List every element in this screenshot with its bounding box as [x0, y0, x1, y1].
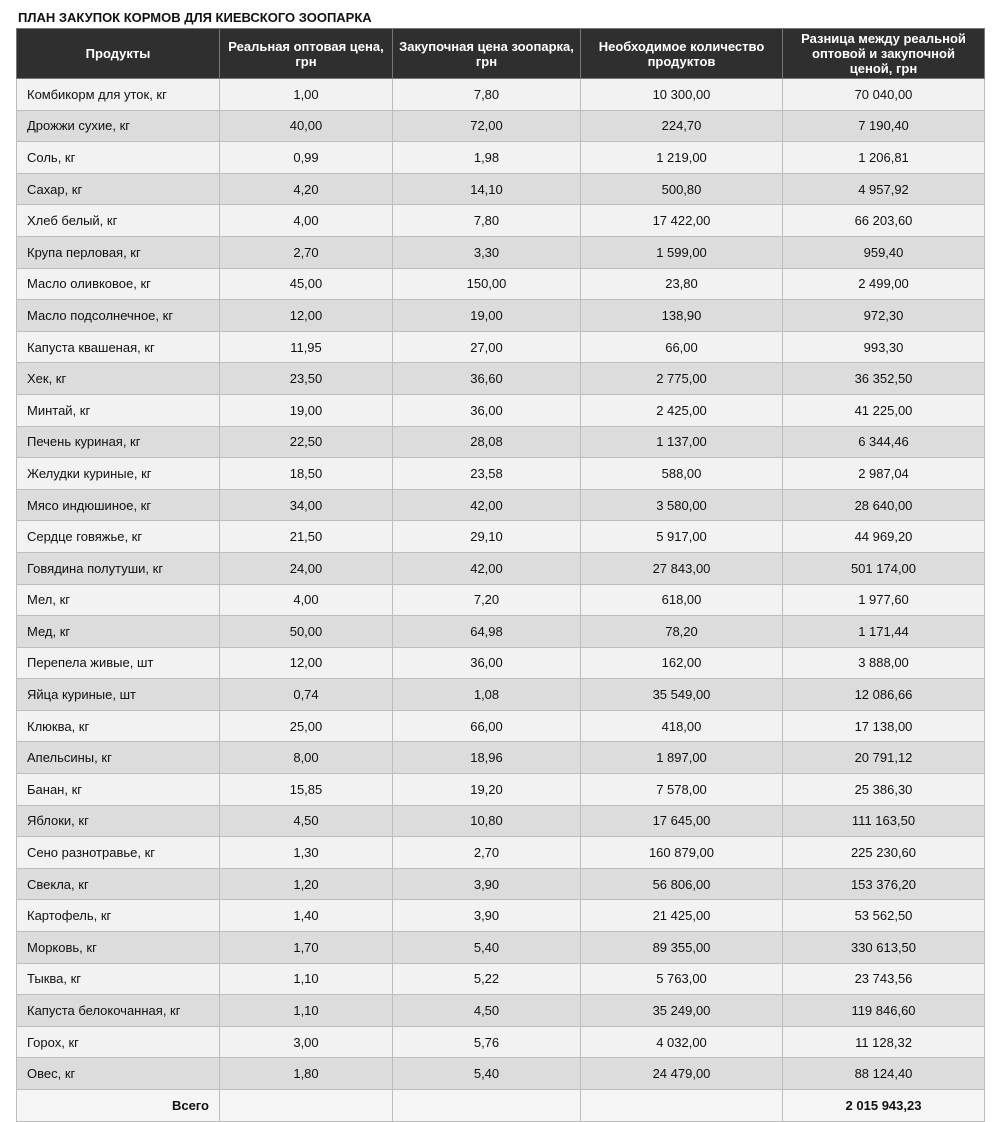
table-row — [17, 963, 985, 995]
difference-cell: 70 040,00 — [783, 79, 985, 111]
real-price-cell: 8,00 — [220, 742, 393, 774]
difference-cell: 88 124,40 — [783, 1058, 985, 1090]
quantity-cell: 21 425,00 — [581, 900, 783, 932]
difference-cell: 20 791,12 — [783, 742, 985, 774]
quantity-cell: 160 879,00 — [581, 837, 783, 869]
purchase-price-cell: 19,20 — [393, 774, 581, 806]
real-price-cell: 3,00 — [220, 1026, 393, 1058]
real-price-cell: 2,70 — [220, 236, 393, 268]
header-real-wholesale-price: Реальная оптовая цена, грн — [220, 29, 393, 79]
quantity-cell: 618,00 — [581, 584, 783, 616]
product-name-cell: Мел, кг — [17, 584, 220, 616]
product-name-cell: Дрожжи сухие, кг — [17, 110, 220, 142]
product-name-cell: Картофель, кг — [17, 900, 220, 932]
difference-cell: 11 128,32 — [783, 1026, 985, 1058]
table-row — [17, 426, 985, 458]
difference-cell: 44 969,20 — [783, 521, 985, 553]
purchase-price-cell: 42,00 — [393, 489, 581, 521]
purchase-price-cell: 1,08 — [393, 679, 581, 711]
quantity-cell: 89 355,00 — [581, 932, 783, 964]
table-row — [17, 710, 985, 742]
quantity-cell: 588,00 — [581, 458, 783, 490]
table-row — [17, 932, 985, 964]
table-row — [17, 331, 985, 363]
real-price-cell: 40,00 — [220, 110, 393, 142]
product-name-cell: Яблоки, кг — [17, 805, 220, 837]
product-name-cell: Хек, кг — [17, 363, 220, 395]
real-price-cell: 4,20 — [220, 173, 393, 205]
header-products: Продукты — [17, 29, 220, 79]
quantity-cell: 23,80 — [581, 268, 783, 300]
quantity-cell: 2 775,00 — [581, 363, 783, 395]
purchase-price-cell: 36,60 — [393, 363, 581, 395]
real-price-cell: 1,70 — [220, 932, 393, 964]
table-row — [17, 458, 985, 490]
table-header — [17, 29, 985, 79]
total-empty-cell — [393, 1090, 581, 1122]
product-name-cell: Овес, кг — [17, 1058, 220, 1090]
purchase-price-cell: 19,00 — [393, 300, 581, 332]
quantity-cell: 78,20 — [581, 616, 783, 648]
real-price-cell: 1,40 — [220, 900, 393, 932]
difference-cell: 17 138,00 — [783, 710, 985, 742]
purchase-price-cell: 28,08 — [393, 426, 581, 458]
table-row — [17, 363, 985, 395]
table-row — [17, 805, 985, 837]
quantity-cell: 5 917,00 — [581, 521, 783, 553]
difference-cell: 28 640,00 — [783, 489, 985, 521]
product-name-cell: Тыква, кг — [17, 963, 220, 995]
difference-cell: 972,30 — [783, 300, 985, 332]
table-row — [17, 489, 985, 521]
table-row — [17, 205, 985, 237]
product-name-cell: Мед, кг — [17, 616, 220, 648]
product-name-cell: Яйца куриные, шт — [17, 679, 220, 711]
quantity-cell: 4 032,00 — [581, 1026, 783, 1058]
real-price-cell: 19,00 — [220, 394, 393, 426]
product-name-cell: Печень куриная, кг — [17, 426, 220, 458]
product-name-cell: Хлеб белый, кг — [17, 205, 220, 237]
purchase-price-cell: 4,50 — [393, 995, 581, 1027]
purchase-price-cell: 10,80 — [393, 805, 581, 837]
quantity-cell: 24 479,00 — [581, 1058, 783, 1090]
difference-cell: 53 562,50 — [783, 900, 985, 932]
product-name-cell: Мясо индюшиное, кг — [17, 489, 220, 521]
purchase-price-cell: 5,40 — [393, 932, 581, 964]
table-row — [17, 552, 985, 584]
table-row — [17, 679, 985, 711]
table-row — [17, 236, 985, 268]
difference-cell: 66 203,60 — [783, 205, 985, 237]
real-price-cell: 11,95 — [220, 331, 393, 363]
difference-cell: 225 230,60 — [783, 837, 985, 869]
purchase-price-cell: 7,80 — [393, 205, 581, 237]
purchase-price-cell: 18,96 — [393, 742, 581, 774]
difference-cell: 959,40 — [783, 236, 985, 268]
quantity-cell: 66,00 — [581, 331, 783, 363]
real-price-cell: 1,80 — [220, 1058, 393, 1090]
real-price-cell: 1,10 — [220, 963, 393, 995]
quantity-cell: 1 897,00 — [581, 742, 783, 774]
real-price-cell: 24,00 — [220, 552, 393, 584]
product-name-cell: Говядина полутуши, кг — [17, 552, 220, 584]
purchase-price-cell: 14,10 — [393, 173, 581, 205]
product-name-cell: Горох, кг — [17, 1026, 220, 1058]
real-price-cell: 15,85 — [220, 774, 393, 806]
table-row — [17, 1058, 985, 1090]
table-row — [17, 173, 985, 205]
real-price-cell: 1,20 — [220, 868, 393, 900]
table-row — [17, 900, 985, 932]
quantity-cell: 500,80 — [581, 173, 783, 205]
difference-cell: 330 613,50 — [783, 932, 985, 964]
table-row — [17, 774, 985, 806]
real-price-cell: 1,30 — [220, 837, 393, 869]
real-price-cell: 50,00 — [220, 616, 393, 648]
product-name-cell: Перепела живые, шт — [17, 647, 220, 679]
product-name-cell: Клюква, кг — [17, 710, 220, 742]
purchase-price-cell: 64,98 — [393, 616, 581, 648]
purchase-price-cell: 66,00 — [393, 710, 581, 742]
header-row — [17, 29, 985, 79]
total-empty-cell — [581, 1090, 783, 1122]
header-zoo-purchase-price: Закупочная цена зоопарка, грн — [393, 29, 581, 79]
real-price-cell: 12,00 — [220, 647, 393, 679]
purchase-price-cell: 36,00 — [393, 647, 581, 679]
table-body — [17, 79, 985, 1122]
purchase-price-cell: 36,00 — [393, 394, 581, 426]
purchase-price-cell: 27,00 — [393, 331, 581, 363]
difference-cell: 2 987,04 — [783, 458, 985, 490]
quantity-cell: 1 599,00 — [581, 236, 783, 268]
quantity-cell: 17 422,00 — [581, 205, 783, 237]
table-row — [17, 79, 985, 111]
table-row — [17, 300, 985, 332]
quantity-cell: 35 249,00 — [581, 995, 783, 1027]
product-name-cell: Сено разнотравье, кг — [17, 837, 220, 869]
real-price-cell: 1,00 — [220, 79, 393, 111]
product-name-cell: Морковь, кг — [17, 932, 220, 964]
product-name-cell: Масло подсолнечное, кг — [17, 300, 220, 332]
purchase-price-cell: 29,10 — [393, 521, 581, 553]
total-empty-cell — [220, 1090, 393, 1122]
quantity-cell: 162,00 — [581, 647, 783, 679]
table-row — [17, 268, 985, 300]
table-row — [17, 110, 985, 142]
product-name-cell: Апельсины, кг — [17, 742, 220, 774]
quantity-cell: 56 806,00 — [581, 868, 783, 900]
difference-cell: 501 174,00 — [783, 552, 985, 584]
purchase-price-cell: 150,00 — [393, 268, 581, 300]
real-price-cell: 45,00 — [220, 268, 393, 300]
quantity-cell: 27 843,00 — [581, 552, 783, 584]
quantity-cell: 17 645,00 — [581, 805, 783, 837]
difference-cell: 111 163,50 — [783, 805, 985, 837]
quantity-cell: 35 549,00 — [581, 679, 783, 711]
real-price-cell: 4,50 — [220, 805, 393, 837]
product-name-cell: Минтай, кг — [17, 394, 220, 426]
real-price-cell: 1,10 — [220, 995, 393, 1027]
difference-cell: 2 499,00 — [783, 268, 985, 300]
difference-cell: 23 743,56 — [783, 963, 985, 995]
purchase-price-cell: 5,40 — [393, 1058, 581, 1090]
header-price-difference: Разница между реальной оптовой и закупочной ценой, грн — [783, 29, 985, 79]
product-name-cell: Комбикорм для уток, кг — [17, 79, 220, 111]
difference-cell: 1 171,44 — [783, 616, 985, 648]
product-name-cell: Масло оливковое, кг — [17, 268, 220, 300]
product-name-cell: Банан, кг — [17, 774, 220, 806]
product-name-cell: Свекла, кг — [17, 868, 220, 900]
total-row — [17, 1090, 985, 1122]
difference-cell: 6 344,46 — [783, 426, 985, 458]
document-title: ПЛАН ЗАКУПОК КОРМОВ ДЛЯ КИЕВСКОГО ЗООПАРКА — [18, 10, 372, 25]
difference-cell: 993,30 — [783, 331, 985, 363]
difference-cell: 36 352,50 — [783, 363, 985, 395]
purchase-plan-table — [16, 28, 985, 1122]
table-row — [17, 142, 985, 174]
real-price-cell: 0,74 — [220, 679, 393, 711]
table-row — [17, 394, 985, 426]
real-price-cell: 0,99 — [220, 142, 393, 174]
header-required-quantity: Необходимое количество продуктов — [581, 29, 783, 79]
quantity-cell: 7 578,00 — [581, 774, 783, 806]
difference-cell: 7 190,40 — [783, 110, 985, 142]
difference-cell: 1 206,81 — [783, 142, 985, 174]
quantity-cell: 224,70 — [581, 110, 783, 142]
difference-cell: 25 386,30 — [783, 774, 985, 806]
table-row — [17, 995, 985, 1027]
difference-cell: 12 086,66 — [783, 679, 985, 711]
product-name-cell: Сахар, кг — [17, 173, 220, 205]
product-name-cell: Крупа перловая, кг — [17, 236, 220, 268]
purchase-price-cell: 7,80 — [393, 79, 581, 111]
real-price-cell: 23,50 — [220, 363, 393, 395]
product-name-cell: Желудки куриные, кг — [17, 458, 220, 490]
quantity-cell: 3 580,00 — [581, 489, 783, 521]
purchase-price-cell: 23,58 — [393, 458, 581, 490]
quantity-cell: 2 425,00 — [581, 394, 783, 426]
purchase-price-cell: 72,00 — [393, 110, 581, 142]
purchase-price-cell: 1,98 — [393, 142, 581, 174]
table-row — [17, 868, 985, 900]
purchase-price-cell: 3,90 — [393, 868, 581, 900]
product-name-cell: Капуста квашеная, кг — [17, 331, 220, 363]
table-row — [17, 584, 985, 616]
product-name-cell: Сердце говяжье, кг — [17, 521, 220, 553]
real-price-cell: 21,50 — [220, 521, 393, 553]
total-value: 2 015 943,23 — [783, 1090, 985, 1122]
real-price-cell: 22,50 — [220, 426, 393, 458]
difference-cell: 153 376,20 — [783, 868, 985, 900]
quantity-cell: 1 137,00 — [581, 426, 783, 458]
difference-cell: 3 888,00 — [783, 647, 985, 679]
quantity-cell: 138,90 — [581, 300, 783, 332]
table-row — [17, 647, 985, 679]
difference-cell: 1 977,60 — [783, 584, 985, 616]
table-row — [17, 837, 985, 869]
difference-cell: 119 846,60 — [783, 995, 985, 1027]
purchase-price-cell: 3,90 — [393, 900, 581, 932]
product-name-cell: Капуста белокочанная, кг — [17, 995, 220, 1027]
real-price-cell: 4,00 — [220, 584, 393, 616]
quantity-cell: 5 763,00 — [581, 963, 783, 995]
table-row — [17, 1026, 985, 1058]
real-price-cell: 12,00 — [220, 300, 393, 332]
quantity-cell: 418,00 — [581, 710, 783, 742]
purchase-price-cell: 5,22 — [393, 963, 581, 995]
purchase-price-cell: 7,20 — [393, 584, 581, 616]
table-row — [17, 742, 985, 774]
table-row — [17, 616, 985, 648]
real-price-cell: 34,00 — [220, 489, 393, 521]
table-row — [17, 521, 985, 553]
real-price-cell: 18,50 — [220, 458, 393, 490]
total-label: Всего — [17, 1090, 220, 1122]
real-price-cell: 4,00 — [220, 205, 393, 237]
purchase-price-cell: 42,00 — [393, 552, 581, 584]
quantity-cell: 1 219,00 — [581, 142, 783, 174]
product-name-cell: Соль, кг — [17, 142, 220, 174]
quantity-cell: 10 300,00 — [581, 79, 783, 111]
real-price-cell: 25,00 — [220, 710, 393, 742]
purchase-price-cell: 2,70 — [393, 837, 581, 869]
difference-cell: 41 225,00 — [783, 394, 985, 426]
difference-cell: 4 957,92 — [783, 173, 985, 205]
purchase-price-cell: 5,76 — [393, 1026, 581, 1058]
purchase-price-cell: 3,30 — [393, 236, 581, 268]
